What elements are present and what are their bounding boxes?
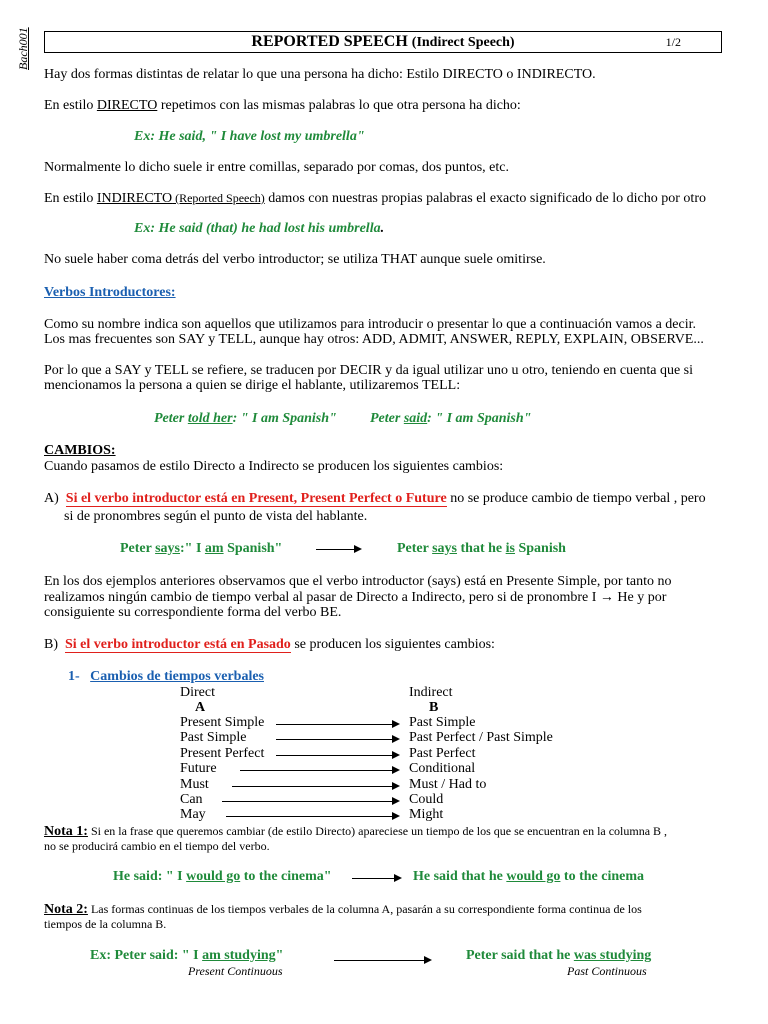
cambios-p4: consiguiente su correspondiente forma del verbo BE. xyxy=(44,605,342,620)
text-underlined: says xyxy=(432,541,458,556)
intro-p4 xyxy=(44,191,706,207)
tense-indirect: Past Perfect / Past Simple xyxy=(409,730,553,746)
arrow-icon xyxy=(240,770,398,771)
subsection-heading-tiempos xyxy=(68,669,264,685)
tense-direct: Future xyxy=(180,761,217,777)
col-b-header: Indirect xyxy=(409,685,453,700)
cambios-p1: Cuando pasamos de estilo Directo a Indirecto se producen los siguientes cambios: xyxy=(44,459,504,474)
text-highlight-red: Si el verbo introductor está en Present, Present Perfect o Future xyxy=(65,491,447,506)
example-direct: Ex: He said, " I have lost my umbrella" xyxy=(134,129,365,144)
intro-p2 xyxy=(44,98,521,114)
text: Spanish xyxy=(514,541,566,556)
cambios-p2: En los dos ejemplos anteriores observamos que el verbo introductor (says) está en Presente Simple, por tanto no xyxy=(44,574,672,589)
text: :" I xyxy=(180,541,205,556)
section-heading-verbos: Verbos Introductores: xyxy=(44,285,176,300)
header-box xyxy=(44,31,722,53)
side-label: Bach001 xyxy=(16,27,30,70)
tense-direct: Can xyxy=(180,792,203,807)
text: to the cinema" xyxy=(240,869,332,884)
example-nota2-direct xyxy=(90,948,283,964)
section-heading-cambios: CAMBIOS: xyxy=(44,443,116,458)
intro-p5: No suele haber coma detrás del verbo introductor; se utiliza THAT aunque suele omitirse. xyxy=(44,252,546,267)
text: Ex: He said (that) he had lost his umbrella xyxy=(134,221,381,236)
verbos-p1: Como su nombre indica son aquellos que utilizamos para introducir o presentar lo que a continuación vamos a decir. xyxy=(44,317,696,332)
note-label: Nota 1: xyxy=(44,824,88,839)
text: Las formas continuas de los tiempos verbales de la columna A, pasarán a su correspondiente forma continua de los xyxy=(87,902,642,916)
text: no se produce cambio de tiempo verbal , pero xyxy=(446,491,706,506)
verbos-p3: Por lo que a SAY y TELL se refiere, se traducen por DECIR y da igual utilizar uno u otro, teniendo en cuenta que si xyxy=(44,363,694,378)
cambios-a-line2: si de pronombres según el punto de vista del hablante. xyxy=(64,509,368,524)
tense-indirect: Past Perfect xyxy=(409,745,476,761)
tense-direct: Present Simple xyxy=(180,715,265,730)
subtitle-text: (Indirect Speech) xyxy=(411,35,515,50)
text: se producen los siguientes cambios: xyxy=(290,637,495,652)
arrow-icon xyxy=(276,739,398,740)
col-a-letter: A xyxy=(195,700,206,715)
text-underlined: said xyxy=(403,411,428,426)
text: Peter xyxy=(120,541,156,556)
text: : " I am Spanish" xyxy=(427,411,532,426)
arrow-icon xyxy=(222,801,398,802)
intro-p3: Normalmente lo dicho suele ir entre comillas, separado por comas, dos puntos, etc. xyxy=(44,160,509,175)
cambios-b xyxy=(44,637,495,653)
text: damos con nuestras propias palabras el exacto significado de lo dicho por otro xyxy=(264,191,706,206)
nota2-line2: tiempos de la columna B. xyxy=(44,917,167,931)
example-told xyxy=(154,411,337,427)
text: Peter xyxy=(370,411,404,426)
tense-direct: Must xyxy=(180,776,209,792)
text-underlined: am xyxy=(204,541,224,556)
example-says-indirect xyxy=(397,541,566,557)
text: " xyxy=(275,948,284,963)
nota1-line1 xyxy=(44,824,667,840)
page-title xyxy=(45,33,721,51)
text-underlined: is xyxy=(505,541,515,556)
arrow-icon xyxy=(226,816,398,817)
text: . xyxy=(380,221,385,236)
text: He said that he xyxy=(413,869,507,884)
example-said xyxy=(370,411,531,427)
text: Si en la frase que queremos cambiar (de estilo Directo) apareciese un tiempo de los que se encuentran en la columna B , xyxy=(87,824,668,838)
text-underlined: would go xyxy=(506,869,561,884)
tense-indirect: Past Simple xyxy=(409,715,476,730)
tense-indirect: Could xyxy=(409,792,444,807)
text: Peter xyxy=(154,411,188,426)
text-underlined: would go xyxy=(186,869,241,884)
text-underlined: was studying xyxy=(573,948,652,963)
text: : " I am Spanish" xyxy=(232,411,337,426)
arrow-icon xyxy=(232,786,398,787)
nota1-line2: no se producirá cambio en el tiempo del verbo. xyxy=(44,839,270,853)
col-a-header: Direct xyxy=(180,685,215,700)
verbos-p2: Los mas frecuentes son SAY y TELL, aunque hay otros: ADD, ADMIT, ANSWER, REPLY, EXPLAIN, OBSERVE... xyxy=(44,332,704,347)
arrow-icon xyxy=(276,724,398,725)
arrow-icon xyxy=(334,960,430,961)
example-nota1-indirect xyxy=(413,869,644,885)
text-highlight-red: Si el verbo introductor está en Pasado xyxy=(65,637,291,652)
text-underlined: told her xyxy=(187,411,233,426)
page-number: 1/2 xyxy=(665,35,681,49)
cambios-a xyxy=(44,491,706,507)
text: Spanish" xyxy=(223,541,283,556)
arrow-icon xyxy=(316,549,360,550)
text-underlined: says xyxy=(155,541,181,556)
text: Ex: Peter said: " I xyxy=(90,948,203,963)
heading-text: Cambios de tiempos verbales xyxy=(90,669,264,684)
text: En estilo xyxy=(44,98,97,113)
list-label: A) xyxy=(44,491,59,506)
text-underlined: DIRECTO xyxy=(96,98,158,113)
arrow-icon xyxy=(276,755,398,756)
text-underlined-small: (Reported Speech) xyxy=(172,191,265,205)
text-underlined: am studying xyxy=(202,948,276,963)
number: 1- xyxy=(68,669,80,684)
tense-direct: May xyxy=(180,807,206,823)
cambios-p3: realizamos ningún cambio de tiempo verbal al pasar de Directo a Indirecto, pero si de pronombre I → He y por xyxy=(44,590,667,605)
example-nota1-direct xyxy=(113,869,332,885)
example-nota2-indirect xyxy=(466,948,651,964)
text: He said: " I xyxy=(113,869,187,884)
col-b-letter: B xyxy=(429,700,439,715)
tense-indirect: Conditional xyxy=(409,761,476,777)
tense-indirect: Might xyxy=(409,807,444,823)
arrow-icon xyxy=(352,878,400,879)
tense-direct: Present Perfect xyxy=(180,745,265,761)
intro-p1: Hay dos formas distintas de relatar lo que una persona ha dicho: Estilo DIRECTO o INDIRECTO. xyxy=(44,67,596,82)
note-label: Nota 2: xyxy=(44,902,88,917)
text: that he xyxy=(457,541,506,556)
nota2-line1 xyxy=(44,902,642,918)
text: Peter xyxy=(397,541,433,556)
title-text: REPORTED SPEECH xyxy=(251,33,408,50)
tense-direct: Past Simple xyxy=(180,730,247,746)
text: En estilo xyxy=(44,191,97,206)
verbos-p4: mencionamos la persona a quien se dirige el hablante, utilizaremos TELL: xyxy=(44,378,461,393)
example-says-direct xyxy=(120,541,282,557)
tense-indirect: Must / Had to xyxy=(409,776,487,792)
list-label: B) xyxy=(44,637,58,652)
text-underlined: INDIRECTO xyxy=(96,191,173,206)
example-nota2-indirect-tense: Past Continuous xyxy=(567,964,647,978)
text: Peter said that he xyxy=(466,948,574,963)
example-indirect xyxy=(134,221,384,237)
text: repetimos con las mismas palabras lo que otra persona ha dicho: xyxy=(157,98,521,113)
text: to the cinema xyxy=(560,869,645,884)
example-nota2-direct-tense: Present Continuous xyxy=(188,964,283,978)
